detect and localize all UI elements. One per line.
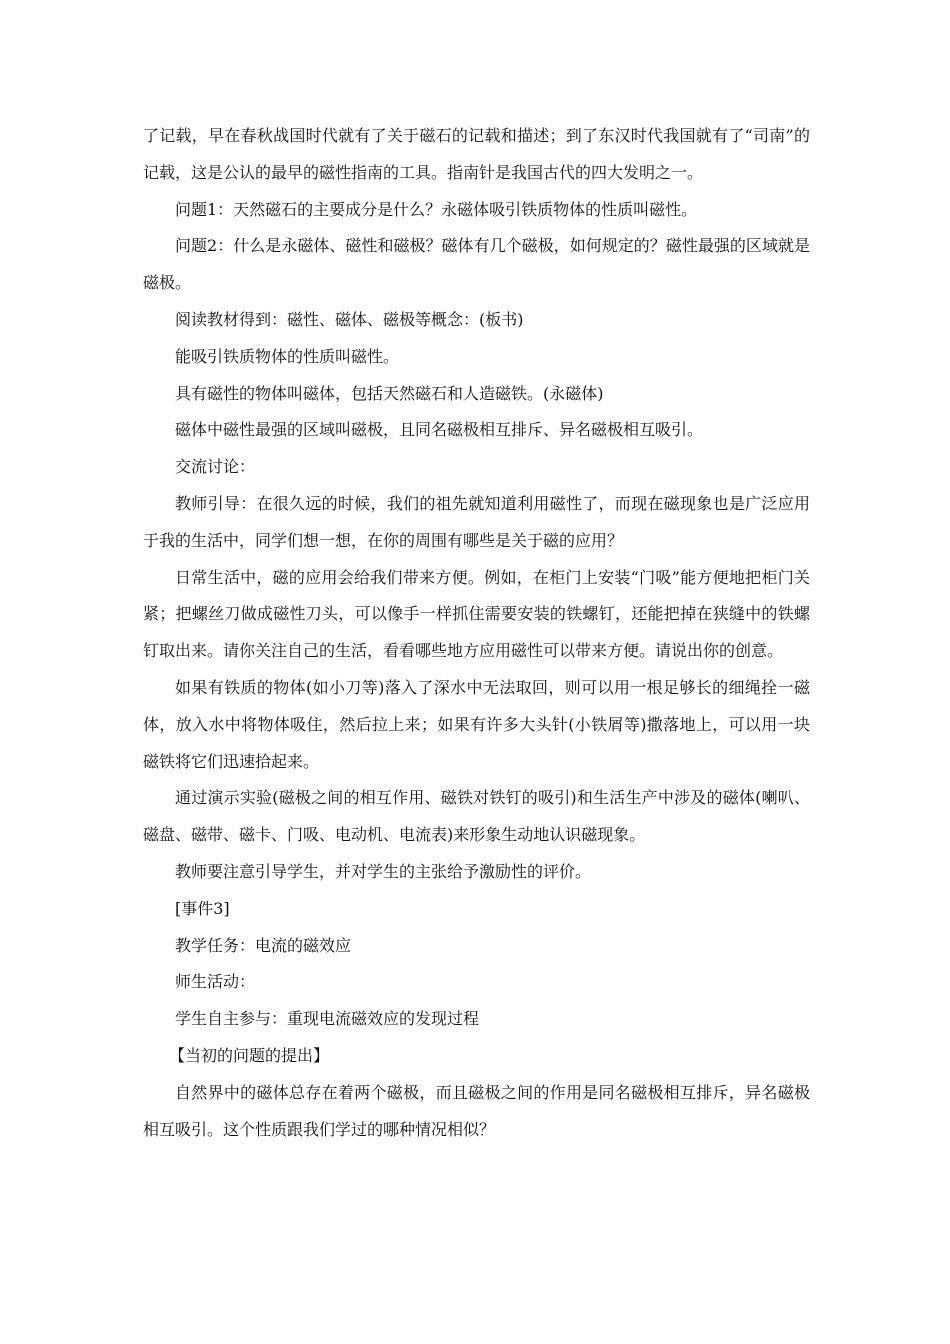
paragraph-4: 阅读教材得到：磁性、磁体、磁极等概念：(板书) (175, 309, 524, 329)
paragraph-9: 教师引导：在很久远的时候，我们的祖先就知道利用磁性了，而现在磁现象也是广泛应用于我的生活中，同学们想一想，在你的周围有哪些是关于磁的应用？ (143, 493, 810, 550)
paragraph-6: 具有磁性的物体叫磁体，包括天然磁石和人造磁铁。(永磁体) (175, 383, 604, 403)
paragraph-19: 自然界中的磁体总存在着两个磁极，而且磁极之间的作用是同名磁极相互排斥，异名磁极相互吸引。这个性质跟我们学过的哪种情况相似？ (143, 1082, 810, 1139)
paragraph-13: 教师要注意引导学生，并对学生的主张给予激励性的评价。 (175, 861, 592, 881)
document-body (143, 118, 810, 1148)
paragraph-2: 问题1：天然磁石的主要成分是什么？永磁体吸引铁质物体的性质叫磁性。 (175, 199, 698, 219)
paragraph-3: 问题2：什么是永磁体、磁性和磁极？磁体有几个磁极，如何规定的？磁性最强的区域就是磁极。 (143, 236, 810, 293)
paragraph-11: 如果有铁质的物体(如小刀等)落入了深水中无法取回，则可以用一根足够长的细绳拴一磁体，放入水中将物体吸住，然后拉上来；如果有许多大头针(小铁屑等)撒落地上，可以用一块磁铁将它们迅速拾起来。 (143, 677, 810, 771)
paragraph-7: 磁体中磁性最强的区域叫磁极，且同名磁极相互排斥、异名磁极相互吸引。 (175, 420, 704, 440)
activity-label: 师生活动： (175, 972, 256, 992)
paragraph-12: 通过演示实验(磁极之间的相互作用、磁铁对铁钉的吸引)和生活生产中涉及的磁体(喇叭、磁盘、磁带、磁卡、门吸、电动机、电流表)来形象生动地认识磁现象。 (143, 788, 810, 845)
paragraph-8: 交流讨论： (175, 457, 256, 477)
section-heading: 【当初的问题的提出】 (169, 1045, 330, 1065)
paragraph-5: 能吸引铁质物体的性质叫磁性。 (175, 346, 400, 366)
paragraph-1: 了记载，早在春秋战国时代就有了关于磁石的记载和描述；到了东汉时代我国就有了“司南”的记载，这是公认的最早的磁性指南的工具。指南针是我国古代的四大发明之一。 (143, 126, 810, 182)
paragraph-10: 日常生活中，磁的应用会给我们带来方便。例如，在柜门上安装“门吸”能方便地把柜门关紧；把螺丝刀做成磁性刀头，可以像手一样抓住需要安装的铁螺钉，还能把掉在狭缝中的铁螺钉取出来。请你关注自己的生活，看看哪些地方应用磁性可以带来方便。请说出你的创意。 (143, 567, 810, 661)
student-participation: 学生自主参与：重现电流磁效应的发现过程 (175, 1009, 480, 1029)
teaching-task: 教学任务：电流的磁效应 (175, 935, 352, 955)
event-label: [事件3] (175, 898, 230, 918)
